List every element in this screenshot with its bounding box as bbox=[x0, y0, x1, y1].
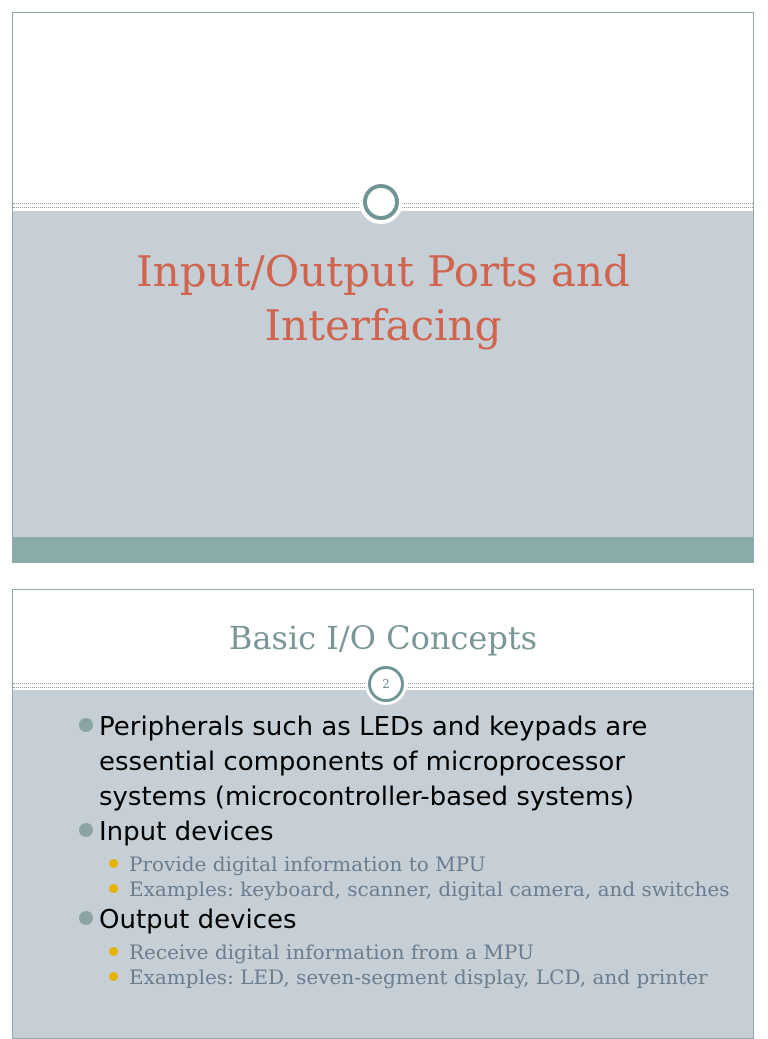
sub-bullet-icon bbox=[109, 972, 118, 981]
bullet-item bbox=[77, 815, 733, 850]
slide-1 bbox=[12, 12, 754, 563]
sub-bullet-item bbox=[77, 966, 733, 988]
bullet-icon bbox=[79, 911, 93, 925]
bullet-text: Output devices bbox=[99, 905, 297, 935]
sub-bullet-item bbox=[77, 853, 733, 875]
slide-title: Input/Output Ports and Interfacing bbox=[136, 247, 630, 350]
bullet-item bbox=[77, 903, 733, 938]
slide-number-badge: 2 bbox=[368, 666, 404, 702]
sub-bullet-icon bbox=[109, 947, 118, 956]
sub-bullet-icon bbox=[109, 884, 118, 893]
sub-bullet-text: Receive digital information from a MPU bbox=[129, 940, 534, 964]
bullet-item bbox=[77, 710, 733, 815]
footer-bar bbox=[13, 537, 753, 563]
slide-title: Basic I/O Concepts bbox=[228, 619, 538, 657]
slide-body bbox=[77, 710, 733, 991]
bullet-text: Input devices bbox=[99, 817, 274, 847]
slide-2 bbox=[12, 589, 754, 1039]
sub-bullet-item bbox=[77, 941, 733, 963]
sub-bullet-text: Provide digital information to MPU bbox=[129, 852, 486, 876]
sub-bullet-text: Examples: keyboard, scanner, digital camera, and switches bbox=[129, 877, 730, 901]
sub-bullet-item bbox=[77, 878, 733, 900]
circle-ornament-icon bbox=[363, 184, 399, 220]
bullet-icon bbox=[79, 718, 93, 732]
bullet-icon bbox=[79, 823, 93, 837]
sub-bullet-text: Examples: LED, seven-segment display, LCD, and printer bbox=[129, 965, 708, 989]
sub-bullet-icon bbox=[109, 859, 118, 868]
bullet-text: Peripherals such as LEDs and keypads are essential components of microprocessor systems (microcontroller-based systems) bbox=[99, 712, 648, 812]
